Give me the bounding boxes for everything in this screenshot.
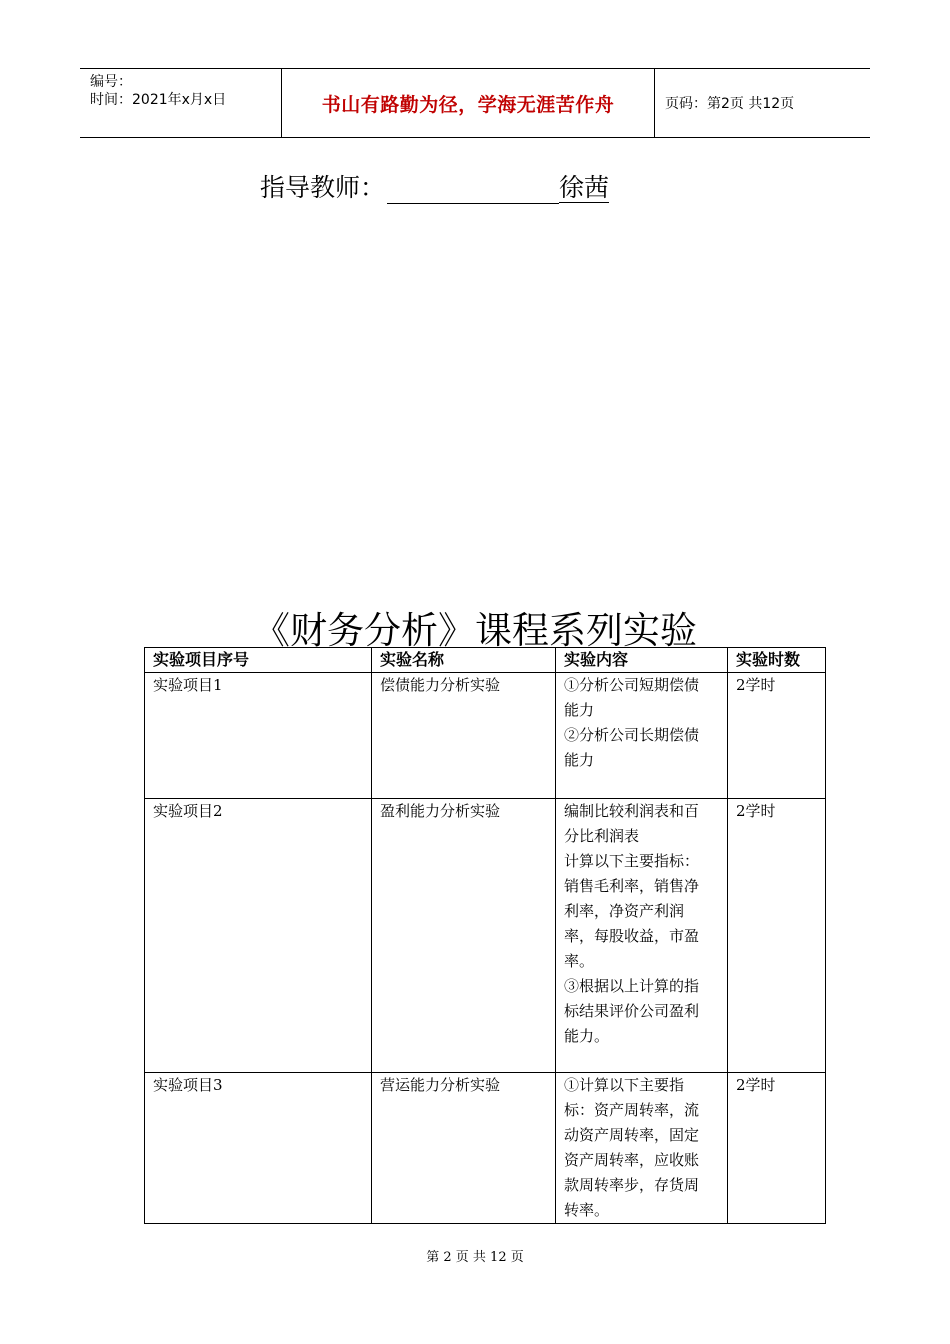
header-motto-cell <box>282 69 655 137</box>
page-footer: 第 2 页 共 12 页 <box>426 1250 524 1265</box>
content-line: 标结果评价公司盈利 <box>564 1002 700 1020</box>
cell-item-no: 实验项目3 <box>145 1073 372 1224</box>
content-line: 编制比较利润表和百 <box>564 802 700 820</box>
cell-hours: 2学时 <box>728 673 826 799</box>
table-row <box>145 799 826 1073</box>
header-page-cell <box>655 69 870 137</box>
instructor-label: 指导教师： <box>260 173 386 202</box>
content-line: 销售毛利率，销售净 <box>564 877 700 895</box>
page-header <box>80 68 870 138</box>
table-header-row <box>145 648 826 673</box>
cell-hours: 2学时 <box>728 799 826 1073</box>
cell-name: 偿债能力分析实验 <box>372 673 556 799</box>
content-line: 分比利润表 <box>564 827 640 845</box>
content-line: 能力。 <box>564 1027 610 1045</box>
header-content: 实验内容 <box>556 648 728 673</box>
header-hours: 实验时数 <box>728 648 826 673</box>
content-line: 利率，净资产利润 <box>564 902 685 920</box>
cell-content <box>556 1073 728 1224</box>
table-row <box>145 1073 826 1224</box>
content-line: 计算以下主要指标： <box>564 852 700 870</box>
cell-name: 营运能力分析实验 <box>372 1073 556 1224</box>
content-line: 率。 <box>564 952 595 970</box>
header-left-cell <box>80 69 282 137</box>
content-line: ①计算以下主要指 <box>564 1076 685 1094</box>
content-line: 转率。 <box>564 1201 610 1219</box>
header-item-no: 实验项目序号 <box>145 648 372 673</box>
content-line: ②分析公司长期偿债 <box>564 726 700 744</box>
motto: 书山有路勤为径，学海无涯苦作舟 <box>321 93 615 116</box>
content-line: 款周转率步，存货周 <box>564 1176 700 1194</box>
content-line: 能力 <box>564 701 595 719</box>
content-line: 资产周转率，应收账 <box>564 1151 700 1169</box>
cell-name: 盈利能力分析实验 <box>372 799 556 1073</box>
instructor-blank <box>387 177 559 204</box>
experiment-table <box>144 647 826 1224</box>
content-line: 动资产周转率，固定 <box>564 1126 700 1144</box>
time-label: 时间：2021年x月x日 <box>90 92 227 108</box>
page-info: 页码：第2页 共12页 <box>665 96 795 112</box>
content-line: 能力 <box>564 751 595 769</box>
cell-item-no: 实验项目1 <box>145 673 372 799</box>
content-line: 标：资产周转率，流 <box>564 1101 700 1119</box>
document-title: 《财务分析》课程系列实验 <box>253 609 697 652</box>
instructor-line <box>260 168 609 204</box>
number-label: 编号： <box>90 74 132 90</box>
cell-item-no: 实验项目2 <box>145 799 372 1073</box>
header-name: 实验名称 <box>372 648 556 673</box>
cell-content <box>556 799 728 1073</box>
content-line: ③根据以上计算的指 <box>564 977 700 995</box>
cell-hours: 2学时 <box>728 1073 826 1224</box>
table-row <box>145 673 826 799</box>
content-line: ①分析公司短期偿债 <box>564 676 700 694</box>
cell-content <box>556 673 728 799</box>
instructor-name: 徐茜 <box>559 173 610 202</box>
content-line: 率，每股收益，市盈 <box>564 927 700 945</box>
